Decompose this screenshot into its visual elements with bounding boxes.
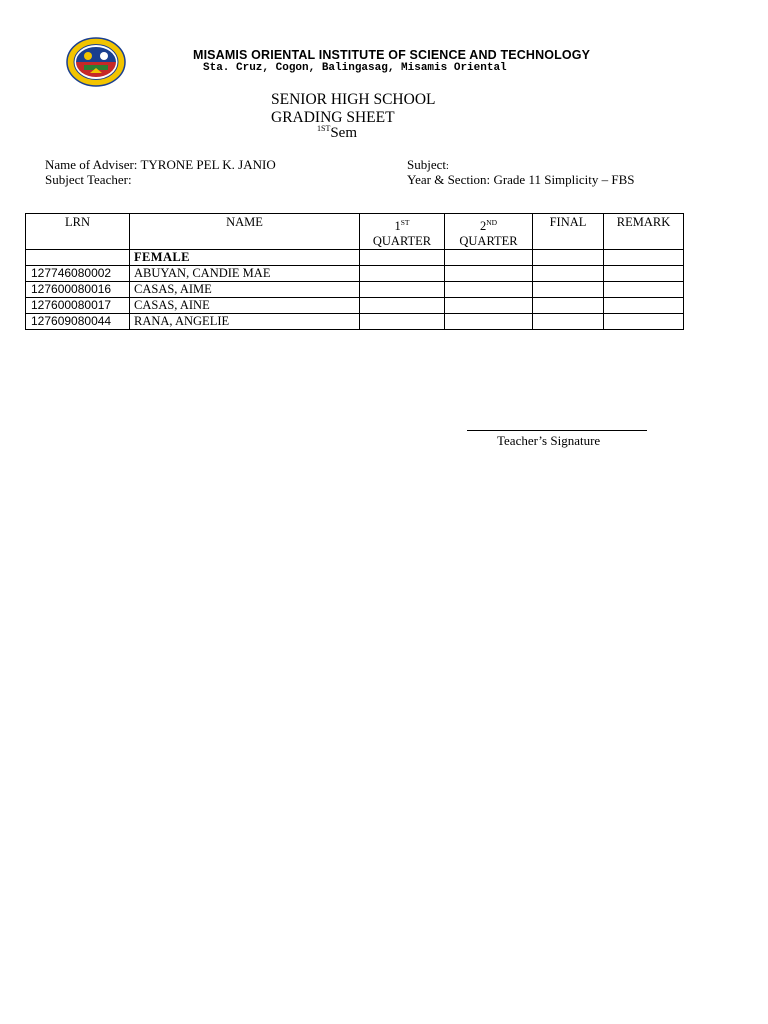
lrn-cell: 127746080002 bbox=[26, 266, 130, 282]
remark-cell bbox=[604, 266, 684, 282]
final-cell bbox=[533, 282, 604, 298]
adviser-label: Name of Adviser: bbox=[45, 157, 138, 172]
subject-label: Subject bbox=[407, 157, 446, 172]
title-senior-high-school: SENIOR HIGH SCHOOL bbox=[271, 91, 436, 108]
name-cell: CASAS, AINE bbox=[130, 298, 360, 314]
q2-cell bbox=[445, 266, 533, 282]
header-name: NAME bbox=[130, 214, 360, 250]
signature-line bbox=[467, 430, 647, 431]
grading-table bbox=[25, 213, 684, 330]
name-cell: RANA, ANGELIE bbox=[130, 314, 360, 330]
group-final-cell bbox=[533, 250, 604, 266]
lrn-cell: 127600080017 bbox=[26, 298, 130, 314]
table-row bbox=[26, 314, 684, 330]
group-remark-cell bbox=[604, 250, 684, 266]
final-cell bbox=[533, 298, 604, 314]
subject-line bbox=[407, 157, 449, 173]
group-q2-cell bbox=[445, 250, 533, 266]
table-row bbox=[26, 282, 684, 298]
remark-cell bbox=[604, 282, 684, 298]
header-lrn: LRN bbox=[26, 214, 130, 250]
subject-colon: : bbox=[446, 161, 449, 172]
final-cell bbox=[533, 314, 604, 330]
header-first-quarter bbox=[360, 214, 445, 250]
semester-text: Sem bbox=[330, 125, 358, 141]
adviser-value: TYRONE PEL K. JANIO bbox=[140, 157, 276, 172]
q2-cell bbox=[445, 314, 533, 330]
header-remark: REMARK bbox=[604, 214, 684, 250]
semester-superscript: 1ST bbox=[317, 124, 331, 133]
adviser-line bbox=[45, 157, 276, 173]
header-second-quarter bbox=[445, 214, 533, 250]
lrn-cell: 127609080044 bbox=[26, 314, 130, 330]
header-q2-suffix: ND bbox=[486, 218, 498, 227]
name-cell: ABUYAN, CANDIE MAE bbox=[130, 266, 360, 282]
group-lrn-cell bbox=[26, 250, 130, 266]
table-row bbox=[26, 298, 684, 314]
school-seal-logo-icon bbox=[66, 37, 126, 87]
q1-cell bbox=[360, 266, 445, 282]
institution-name: MISAMIS ORIENTAL INSTITUTE OF SCIENCE AND TECHNOLOGY bbox=[193, 48, 591, 62]
q1-cell bbox=[360, 298, 445, 314]
remark-cell bbox=[604, 314, 684, 330]
section-value: Grade 11 Simplicity – FBS bbox=[493, 172, 635, 187]
q2-cell bbox=[445, 298, 533, 314]
name-cell: CASAS, AIME bbox=[130, 282, 360, 298]
final-cell bbox=[533, 266, 604, 282]
group-label: FEMALE bbox=[130, 250, 360, 266]
group-q1-cell bbox=[360, 250, 445, 266]
header-q1-suffix: ST bbox=[400, 218, 410, 227]
section-line bbox=[407, 172, 635, 188]
q1-cell bbox=[360, 282, 445, 298]
group-row-female bbox=[26, 250, 684, 266]
header-final: FINAL bbox=[533, 214, 604, 250]
lrn-cell: 127600080016 bbox=[26, 282, 130, 298]
table-header-row bbox=[26, 214, 684, 250]
header-q2-label: QUARTER bbox=[459, 234, 518, 248]
semester-label bbox=[317, 124, 357, 142]
q1-cell bbox=[360, 314, 445, 330]
header-q2-number: 2 bbox=[479, 219, 487, 233]
institution-address: Sta. Cruz, Cogon, Balingasag, Misamis Oriental bbox=[203, 62, 507, 74]
q2-cell bbox=[445, 282, 533, 298]
header-q1-number: 1 bbox=[394, 219, 401, 233]
signature-label: Teacher’s Signature bbox=[497, 433, 601, 448]
table-row bbox=[26, 266, 684, 282]
teacher-label: Subject Teacher: bbox=[45, 172, 132, 187]
title-grading-sheet: GRADING SHEET bbox=[271, 109, 395, 126]
section-label: Year & Section: bbox=[407, 172, 491, 187]
header-q1-label: QUARTER bbox=[372, 234, 432, 248]
remark-cell bbox=[604, 298, 684, 314]
teacher-line bbox=[45, 172, 132, 188]
